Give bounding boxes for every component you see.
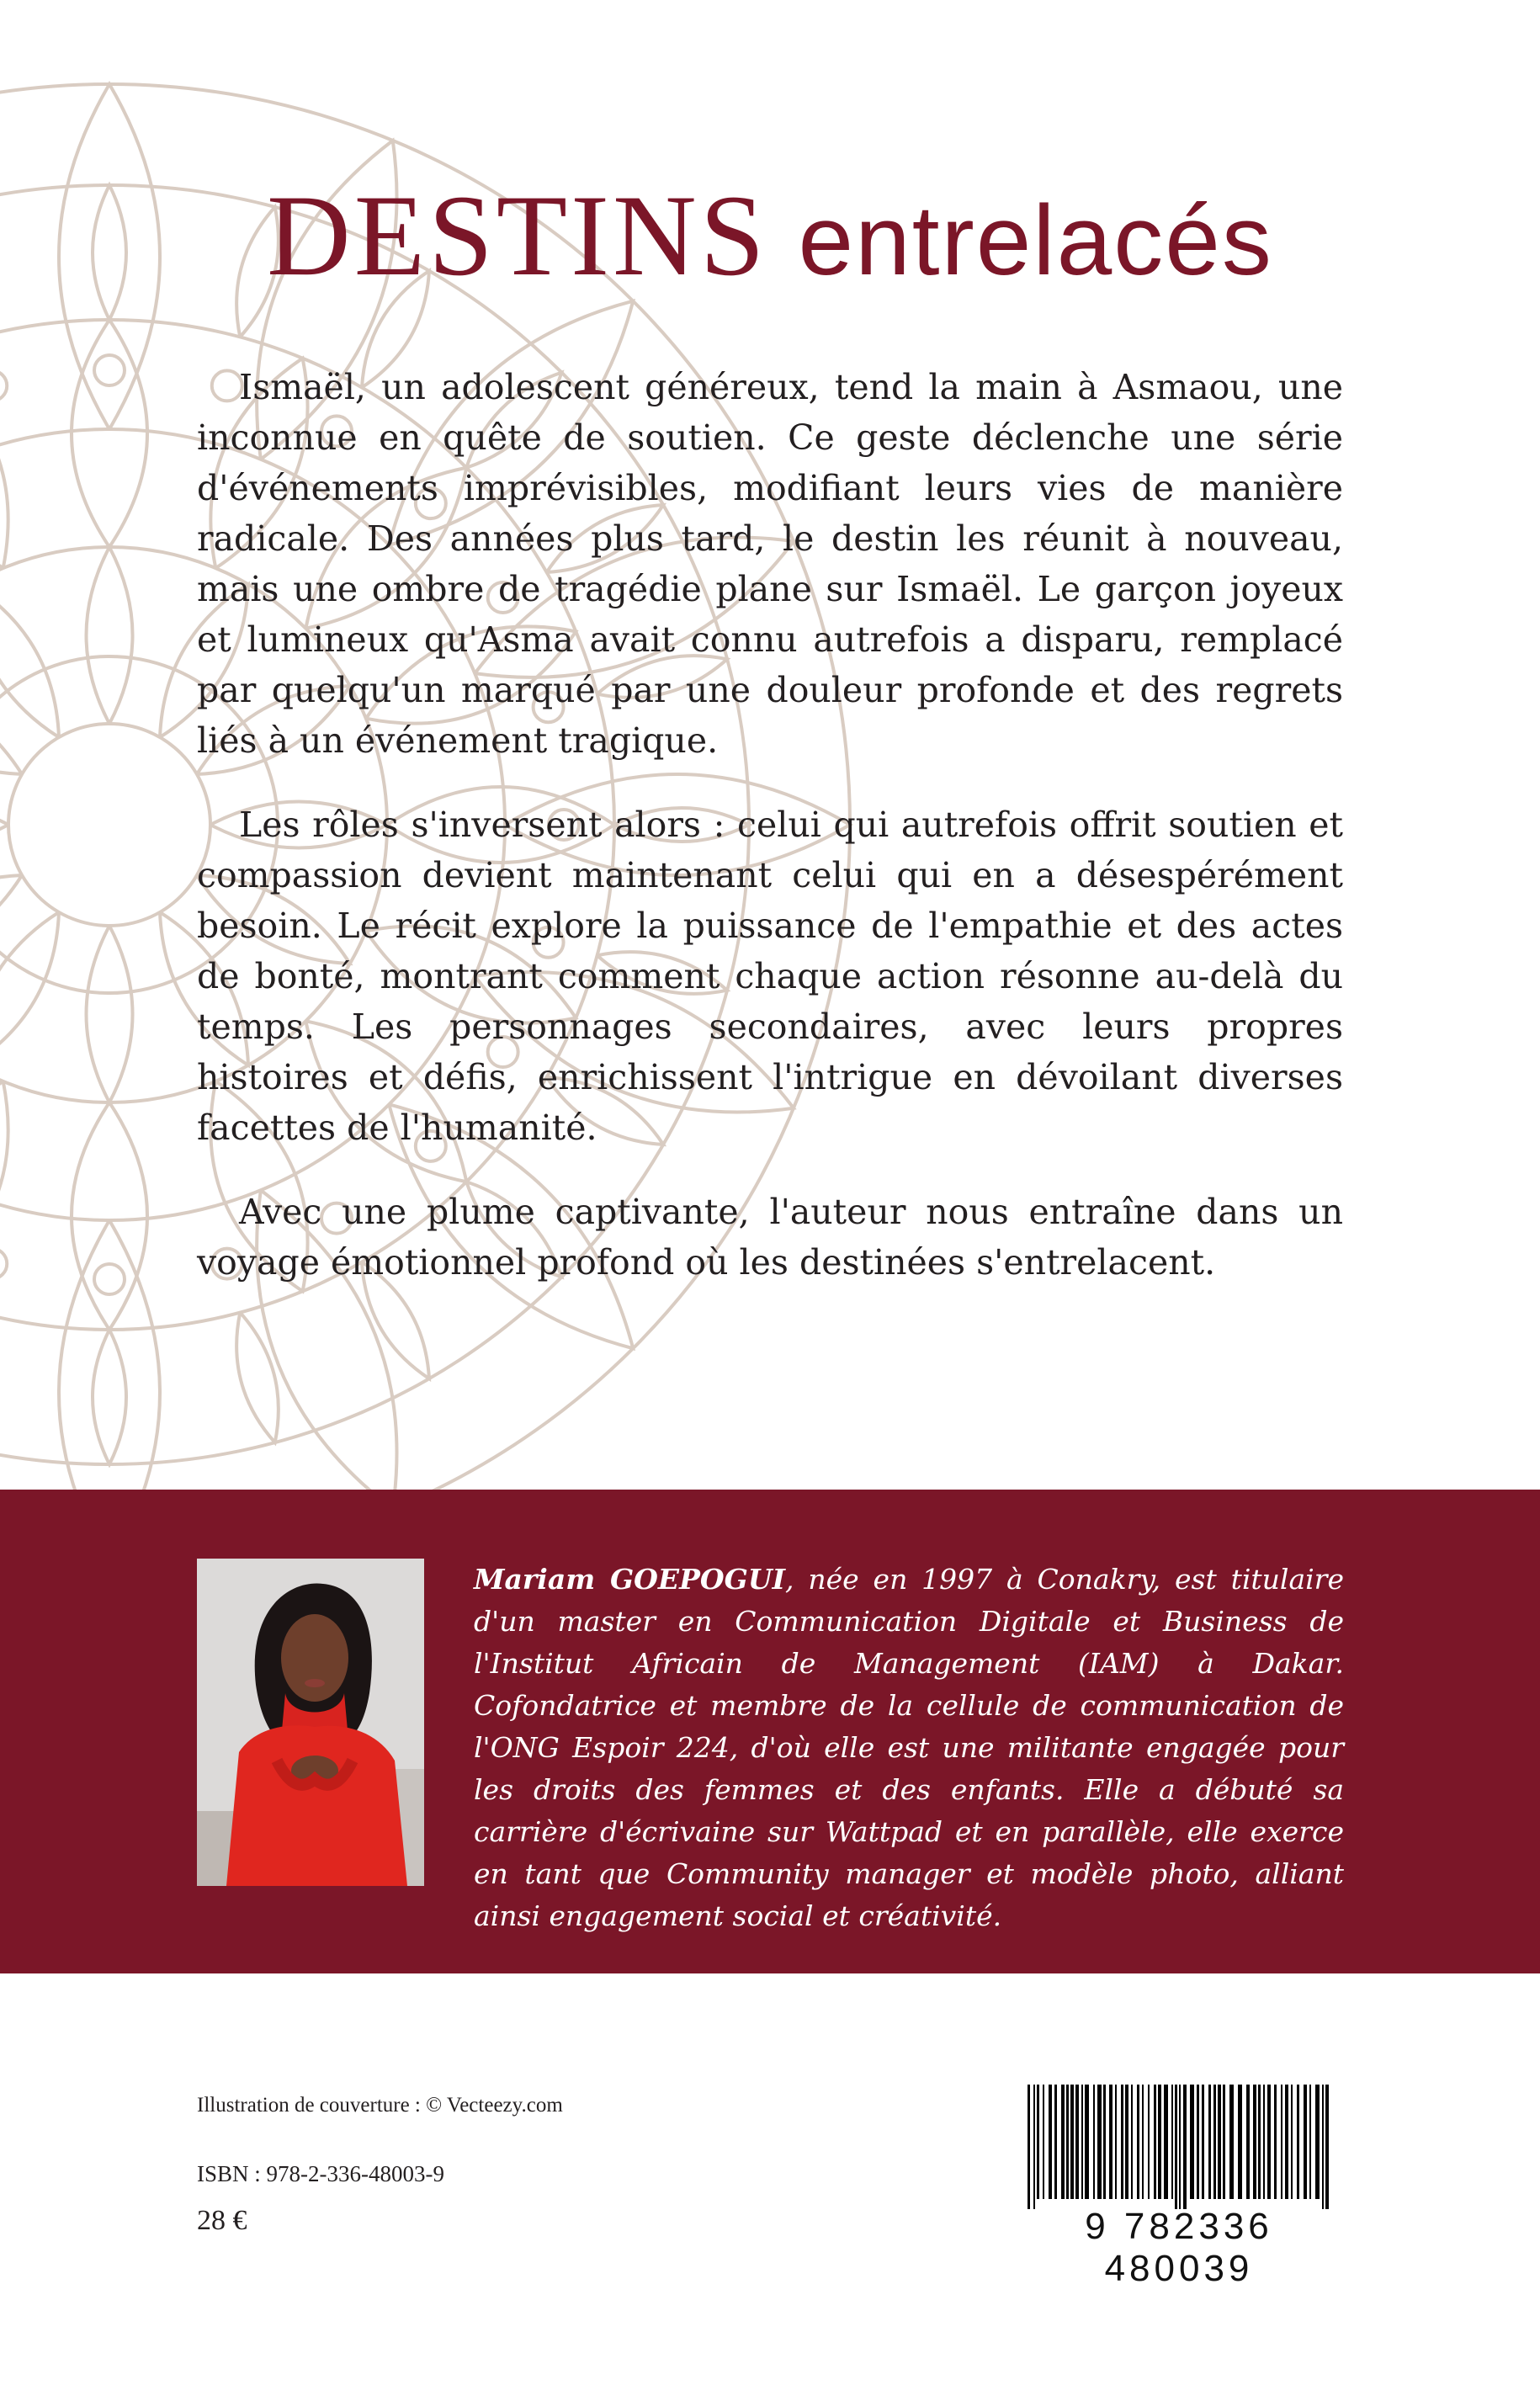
barcode-bar <box>1061 2085 1065 2199</box>
barcode-bar <box>1137 2085 1139 2199</box>
synopsis <box>197 362 1343 1321</box>
synopsis-paragraph-2: Les rôles s'inversent alors : celui qui autrefois offrit soutien et compassion devient maintenant celui qui en a désespérément besoin. Le récit explore la puissance de l'empathie et des actes de bonté, montrant comment chaque action résonne au-delà du temps. Les personnages secondaires, avec leurs propres histoires et défis, enrichissent l'intrigue en dévoilant diverses facettes de l'humanité. <box>197 805 1343 1148</box>
barcode-bar <box>1291 2085 1293 2199</box>
barcode-bar <box>1070 2085 1074 2199</box>
barcode-bar <box>1154 2085 1156 2199</box>
barcode-bar <box>1197 2085 1199 2199</box>
barcode-bar <box>1253 2085 1256 2199</box>
barcode-bar <box>1218 2085 1221 2199</box>
barcode-bar <box>1263 2085 1265 2199</box>
barcode-bar <box>1093 2085 1095 2199</box>
barcode-bar <box>1033 2085 1035 2209</box>
barcode-bar <box>1109 2085 1113 2199</box>
barcode-bar <box>1131 2085 1133 2199</box>
barcode-bar <box>1202 2085 1204 2199</box>
barcode <box>1015 2080 1343 2289</box>
isbn: ISBN : 978-2-336-48003-9 <box>197 2161 444 2186</box>
barcode-bar <box>1267 2085 1271 2199</box>
barcode-bar <box>1158 2085 1161 2199</box>
barcode-bar <box>1175 2085 1177 2209</box>
barcode-bar <box>1229 2085 1234 2199</box>
barcode-bar <box>1164 2085 1168 2199</box>
barcode-bar <box>1285 2085 1288 2199</box>
barcode-bar <box>1281 2085 1282 2199</box>
barcode-bar <box>1148 2085 1150 2199</box>
barcode-bar <box>1049 2085 1052 2199</box>
price: 28 € <box>197 2205 247 2236</box>
barcode-bar <box>1246 2085 1250 2199</box>
synopsis-paragraph-1: Ismaël, un adolescent généreux, tend la main à Asmaou, une inconnue en quête de soutien. Ce geste déclenche une série d'événements imprévisibles, modifiant leurs vies de manière radicale. Des années plus tard, le destin les réunit à nouveau, mais une ombre de tragédie plane sur Ismaël. Le garçon joyeux et lumineux qu'Asma avait connu autrefois a disparu, remplacé par quelqu'un marqué par une douleur profonde et des regrets liés à un événement tragique. <box>197 367 1343 761</box>
barcode-bar <box>1274 2085 1277 2199</box>
title-entrelaces: entrelacés <box>798 185 1273 296</box>
synopsis-paragraph-3: Avec une plume captivante, l'auteur nous entraîne dans un voyage émotionnel profond où les destinées s'entrelacent. <box>197 1192 1343 1283</box>
barcode-bar <box>1258 2085 1261 2199</box>
barcode-bar <box>1054 2085 1057 2199</box>
barcode-bar <box>1066 2085 1069 2199</box>
barcode-bar <box>1075 2085 1079 2199</box>
author-name: Mariam GOEPOGUI <box>474 1563 786 1596</box>
book-title <box>0 168 1540 302</box>
barcode-bar <box>1081 2085 1083 2199</box>
barcode-bar <box>1179 2085 1181 2209</box>
barcode-bar <box>1097 2085 1102 2199</box>
author-bio-text: , née en 1997 à Conakry, est titulaire d'un master en Communication Digitale et Business de l'Institut Africain de Management (IAM) à Dakar. Cofondatrice et membre de la cellule de communication de l'ONG Espoir 224, d'où elle est une militante engagée pour les droits des femmes et des enfants. Elle a débuté sa carrière d'écrivaine sur Wattpad et en parallèle, elle exerce en tant que Community manager et modèle photo, alliant ainsi engagement social et créativité. <box>474 1563 1344 1932</box>
barcode-bar <box>1297 2085 1299 2199</box>
barcode-bar <box>1190 2085 1194 2199</box>
barcode-bar <box>1028 2085 1030 2209</box>
barcode-bar <box>1171 2085 1173 2199</box>
barcode-bar <box>1309 2085 1311 2199</box>
barcode-bar <box>1037 2085 1039 2199</box>
author-photo <box>197 1559 424 1886</box>
barcode-bar <box>1213 2085 1216 2199</box>
cover-credit: Illustration de couverture : © Vecteezy.com <box>197 2094 563 2117</box>
barcode-bar <box>1325 2085 1329 2209</box>
barcode-bar <box>1142 2085 1144 2199</box>
barcode-bar <box>1043 2085 1044 2199</box>
barcode-bar <box>1121 2085 1123 2199</box>
barcode-bar <box>1238 2085 1242 2199</box>
author-bio <box>474 1559 1344 1937</box>
barcode-bar <box>1315 2085 1320 2199</box>
barcode-bar <box>1183 2085 1187 2209</box>
barcode-bar <box>1115 2085 1117 2199</box>
barcode-bars <box>1028 2085 1330 2209</box>
barcode-digits: 9 782336 480039 <box>1085 2206 1273 2289</box>
barcode-bar <box>1085 2085 1089 2199</box>
barcode-bar <box>1103 2085 1106 2199</box>
barcode-bar <box>1223 2085 1225 2199</box>
barcode-bar <box>1322 2085 1324 2209</box>
barcode-bar <box>1208 2085 1211 2199</box>
title-destins: DESTINS <box>267 171 768 300</box>
barcode-bar <box>1125 2085 1128 2199</box>
barcode-bar <box>1304 2085 1307 2199</box>
